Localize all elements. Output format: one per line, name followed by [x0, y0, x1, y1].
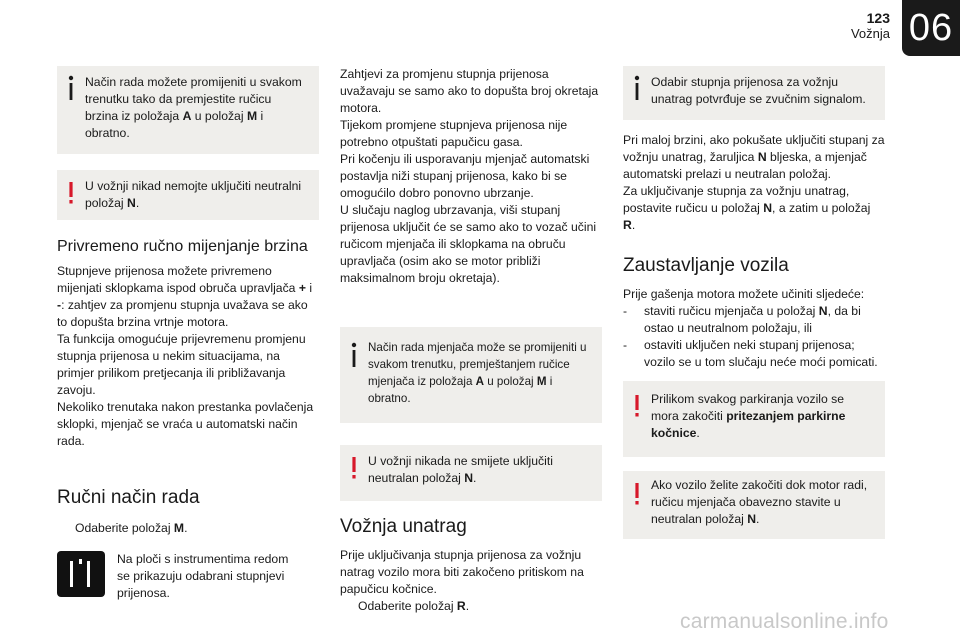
instrument-note-text: Na ploči s instrumentima redom se prikazuju odabrani stupnjevi prijenosa. [117, 552, 289, 600]
exclamation-icon [346, 453, 362, 481]
bullet-arrow-icon [340, 598, 358, 615]
info-box-reverse-signal: Odabir stupnja prijenosa za vožnju unatrag potvrđuje se zvučnim signalom. [623, 66, 885, 120]
column-3 [623, 66, 885, 539]
paragraph-c3-2: Za uključivanje stupnja za vožnju unatrag, postavite ručicu u položaj N, a zatim u položaj R. [623, 184, 871, 232]
warning-box-neutral: U vožnji nikad nemojte uključiti neutralni položaj N. [57, 170, 319, 220]
list-item-dash-2: - ostaviti uključen neki stupanj prijenosa; vozilo se u tom slučaju neće moći pomicati. [623, 338, 878, 369]
warning-box-parking: Prilikom svakog parkiranja vozilo se mora zakočiti pritezanjem parkirne kočnice. [623, 381, 885, 457]
exclamation-icon [63, 178, 79, 206]
paragraph-temp-1: Stupnjeve prijenosa možete privremeno mijenjati sklopkama ispod obruča upravljača + i -: zahtjev za promjenu stupnja uvažava se ako to dopušta brzina vrtnje motora. [57, 264, 313, 329]
bullet-arrow-icon [57, 520, 75, 537]
heading-reverse: Vožnja unatrag [340, 516, 467, 537]
list-item-select-r: Odaberite položaj R. [340, 598, 602, 615]
paragraph-stop: Prije gašenja motora možete učiniti sljedeće: [623, 287, 865, 301]
list-item-dash-1: - staviti ručicu mjenjača u položaj N, da bi ostao u neutralnom položaju, ili [623, 304, 861, 335]
paragraph-c2-1: Zahtjevi za promjenu stupnja prijenosa uvažavaju se samo ako to dopušta broj okretaja motora. [340, 67, 599, 115]
list-item-select-m: Odaberite položaj M. [57, 520, 319, 537]
info-i-icon [63, 74, 79, 102]
exclamation-icon [629, 479, 645, 507]
column-1 [57, 66, 319, 602]
heading-stopping: Zaustavljanje vozila [623, 255, 789, 276]
instrument-panel-note [57, 551, 319, 602]
paragraph-c2-2: Tijekom promjene stupnjeva prijenosa nije potrebno otpuštati papučicu gasa. [340, 118, 568, 149]
paragraph-temp-2: Ta funkcija omogućuje prijevremenu promjenu stupnja prijenosa u nekim situacijama, na primjer prilikom pretjecanja ili približavanja zavoju. [57, 332, 306, 397]
heading-temporary-manual: Privremeno ručno mijenjanje brzina [57, 238, 308, 255]
warning-box-engine-running: Ako vozilo želite zakočiti dok motor radi, ručicu mjenjača obavezno stavite u neutralan položaj N. [623, 471, 885, 539]
info-box-mode-change-2: Način rada mjenjača može se promijeniti u svakom trenutku, premještanjem ručice mjenjača iz položaja A u položaj M i obratno. [340, 327, 602, 423]
column-2 [340, 66, 602, 615]
paragraph-c2-4: U slučaju naglog ubrzavanja, viši stupanj prijenosa uključit će se samo ako to vozač učini ručicom mjenjača ili sklopkama na obruču upravljača (osim ako se motor približi maksimalnom broju okretaja). [340, 203, 597, 285]
page-header [851, 10, 890, 41]
section-name: Vožnja [850, 26, 890, 41]
page-number: 123 [866, 10, 890, 26]
watermark: carmanualsonline.info [680, 610, 889, 633]
paragraph-c3-1: Pri maloj brzini, ako pokušate uključiti stupanj za vožnju unatrag, žaruljica N bljeska, a mjenjač automatski prelazi u neutralan položaj. [623, 133, 885, 181]
warning-box-neutral-2: U vožnji nikada ne smijete uključiti neutralan položaj N. [340, 445, 602, 501]
paragraph-c2-3: Pri kočenju ili usporavanju mjenjač automatski postavlja niži stupanj prijenosa, kako bi se omogućilo dobro ponovno ubrzanje. [340, 152, 590, 200]
info-i-icon [346, 341, 362, 369]
paragraph-reverse-1: Prije uključivanja stupnja prijenosa za vožnju natrag vozilo mora biti zakočeno pritiskom na papučicu kočnice. [340, 548, 584, 596]
paragraph-temp-3: Nekoliko trenutaka nakon prestanka povlačenja sklopki, mjenjač se vraća u automatski način rada. [57, 400, 314, 448]
info-i-icon [629, 74, 645, 102]
heading-manual-mode: Ručni način rada [57, 487, 200, 508]
chapter-tab: 06 [902, 0, 960, 56]
gear-display-icon [57, 551, 105, 597]
exclamation-icon [629, 391, 645, 419]
info-box-mode-change: Način rada možete promijeniti u svakom trenutku tako da premjestite ručicu brzina iz položaja A u položaj M i obratno. [57, 66, 319, 154]
